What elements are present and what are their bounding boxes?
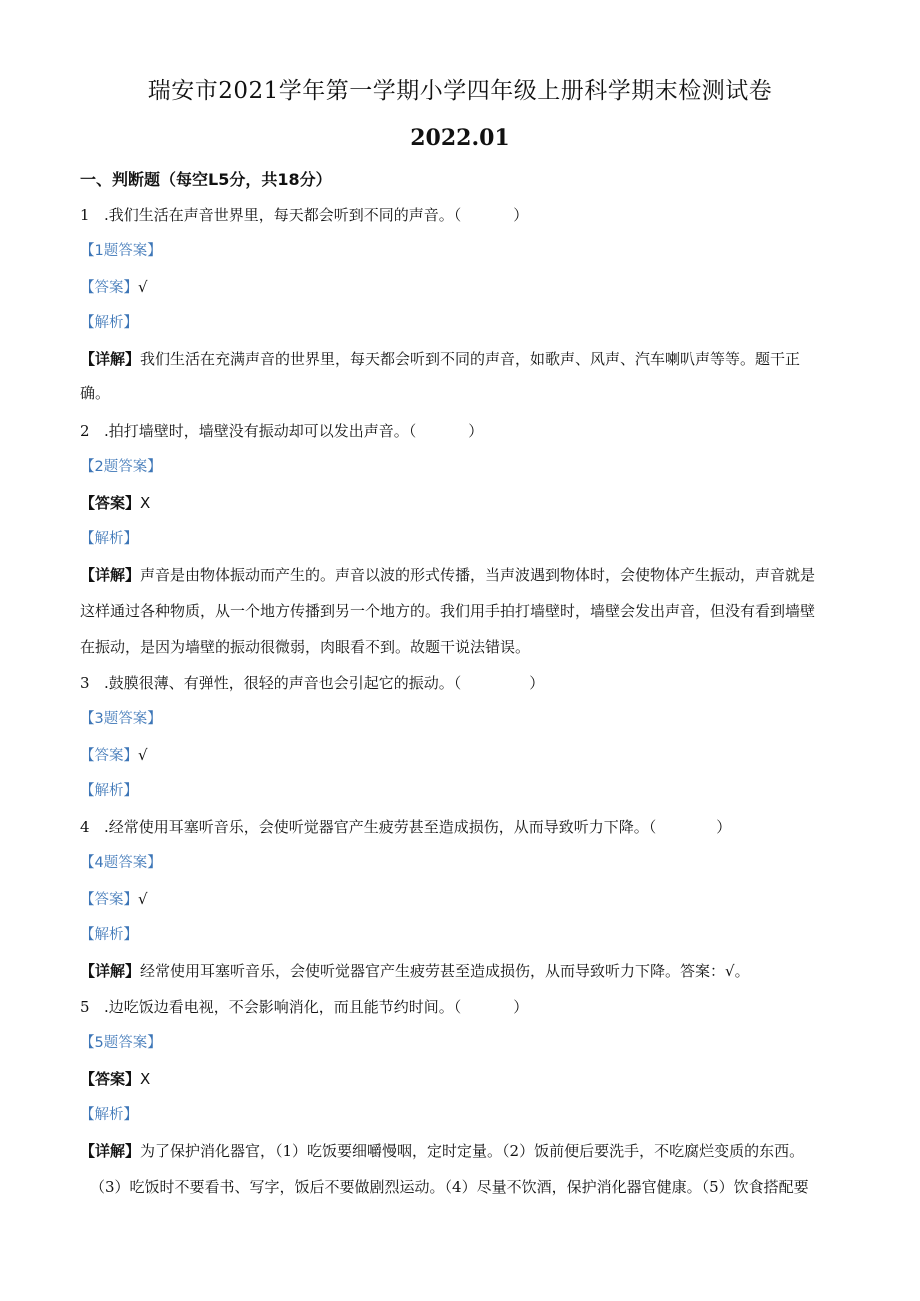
question-5: 5 .边吃饭边看电视，不会影响消化，而且能节约时间。（ ）: [80, 998, 529, 1016]
answer-1: 【答案】√: [80, 278, 148, 296]
exam-title: 瑞安市2021学年第一学期小学四年级上册科学期末检测试卷: [147, 78, 773, 104]
analysis-3: 【解析】: [80, 783, 138, 799]
answer-tag-3: 【3题答案】: [80, 711, 162, 727]
answer-tag-4: 【4题答案】: [80, 855, 162, 871]
detail-2: 【详解】声音是由物体振动而产生的。声音以波的形式传播，当声波遇到物体时，会使物体产生振动，声音就是: [80, 566, 816, 584]
detail-5: 【详解】为了保护消化器官，（1）吃饭要细嚼慢咽，定时定量。（2）饭前便后要洗手，不吃腐烂变质的东西。: [80, 1142, 805, 1160]
question-3: 3 .鼓膜很薄、有弹性，很轻的声音也会引起它的振动。（ ）: [80, 674, 545, 692]
question-5-text: .边吃饭边看电视，不会影响消化，而且能节约时间。（: [104, 998, 462, 1016]
analysis-2: 【解析】: [80, 531, 138, 547]
answer-tag-1: 【1题答案】: [80, 243, 162, 259]
question-2: 2 .拍打墙壁时，墙壁没有振动却可以发出声音。（ ）: [80, 422, 484, 440]
detail-2-cont-1: 这样通过各种物质，从一个地方传播到另一个地方的。我们用手拍打墙壁时，墙壁会发出声音，但没有看到墙壁: [80, 602, 816, 620]
detail-1: 【详解】我们生活在充满声音的世界里，每天都会听到不同的声音，如歌声、风声、汽车喇叭声等等。题干正: [80, 350, 801, 368]
exam-date: 2022.01: [410, 125, 510, 151]
question-4: 4 .经常使用耳塞听音乐，会使听觉器官产生疲劳甚至造成损伤，从而导致听力下降。（ ）: [80, 818, 732, 836]
detail-4: 【详解】经常使用耳塞听音乐，会使听觉器官产生疲劳甚至造成损伤，从而导致听力下降。答案：√。: [80, 962, 750, 980]
question-1: 1 .我们生活在声音世界里，每天都会听到不同的声音。（ ）: [80, 206, 529, 224]
question-4-text: .经常使用耳塞听音乐，会使听觉器官产生疲劳甚至造成损伤，从而导致听力下降。（: [104, 818, 657, 836]
answer-tag-5: 【5题答案】: [80, 1035, 162, 1051]
answer-5: 【答案】X: [80, 1070, 151, 1088]
analysis-1: 【解析】: [80, 315, 138, 331]
detail-1-cont: 确。: [80, 384, 111, 402]
detail-2-cont-2: 在振动，是因为墙壁的振动很微弱，肉眼看不到。故题干说法错误。: [80, 638, 531, 656]
detail-5-cont: （3）吃饭时不要看书、写字，饭后不要做剧烈运动。（4）尽量不饮酒，保护消化器官健康。（5）饮食搭配要: [90, 1178, 809, 1196]
question-2-text: .拍打墙壁时，墙壁没有振动却可以发出声音。（: [104, 422, 417, 440]
answer-4: 【答案】√: [80, 890, 148, 908]
answer-3: 【答案】√: [80, 746, 148, 764]
analysis-4: 【解析】: [80, 927, 138, 943]
question-3-text: .鼓膜很薄、有弹性，很轻的声音也会引起它的振动。（: [104, 674, 462, 692]
question-1-text: .我们生活在声音世界里，每天都会听到不同的声音。（: [104, 206, 462, 224]
section-heading: 一、判断题（每空L5分，共18分）: [80, 170, 332, 189]
answer-tag-2: 【2题答案】: [80, 459, 162, 475]
answer-2: 【答案】X: [80, 494, 151, 512]
analysis-5: 【解析】: [80, 1107, 138, 1123]
